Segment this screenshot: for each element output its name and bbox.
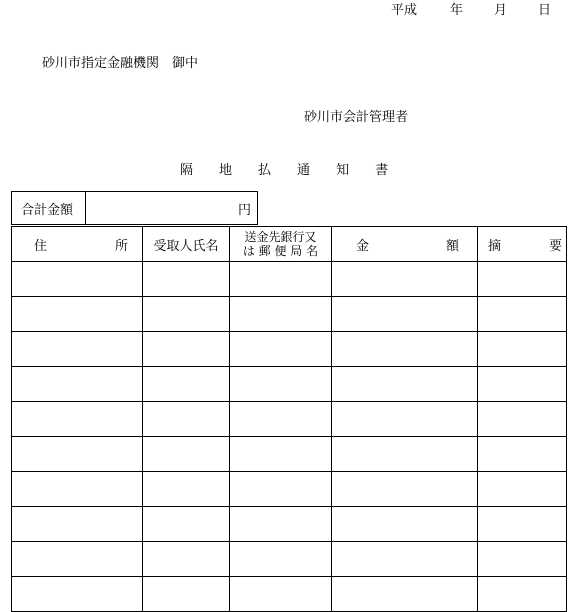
- cell-amount[interactable]: [332, 262, 478, 297]
- cell-bank[interactable]: [230, 472, 332, 507]
- cell-bank[interactable]: [230, 262, 332, 297]
- cell-recipient[interactable]: [143, 402, 230, 437]
- cell-address[interactable]: [12, 577, 143, 612]
- table-row: [12, 542, 567, 577]
- title-char: 書: [375, 163, 389, 178]
- cell-address[interactable]: [12, 402, 143, 437]
- cell-note[interactable]: [478, 402, 567, 437]
- cell-recipient[interactable]: [143, 507, 230, 542]
- cell-address[interactable]: [12, 297, 143, 332]
- cell-recipient[interactable]: [143, 472, 230, 507]
- document-title: [180, 164, 414, 177]
- header-amount: 金 額: [332, 227, 478, 262]
- cell-note[interactable]: [478, 262, 567, 297]
- total-amount-unit: 円: [237, 202, 251, 218]
- cell-address[interactable]: [12, 472, 143, 507]
- cell-note[interactable]: [478, 472, 567, 507]
- cell-address[interactable]: [12, 332, 143, 367]
- cell-address[interactable]: [12, 367, 143, 402]
- cell-address[interactable]: [12, 542, 143, 577]
- header-bank: 送金先銀行又 は 郵 便 局 名: [230, 227, 332, 262]
- title-char: 隔: [180, 163, 194, 178]
- total-amount-field[interactable]: [86, 192, 257, 224]
- cell-amount[interactable]: [332, 437, 478, 472]
- cell-amount[interactable]: [332, 402, 478, 437]
- table-row: [12, 472, 567, 507]
- cell-note[interactable]: [478, 332, 567, 367]
- cell-address[interactable]: [12, 262, 143, 297]
- table-header-row: [12, 227, 567, 262]
- cell-amount[interactable]: [332, 542, 478, 577]
- cell-note[interactable]: [478, 297, 567, 332]
- table-row: [12, 577, 567, 612]
- table-row: [12, 297, 567, 332]
- payment-table: [11, 226, 567, 612]
- cell-recipient[interactable]: [143, 262, 230, 297]
- cell-recipient[interactable]: [143, 437, 230, 472]
- cell-amount[interactable]: [332, 577, 478, 612]
- cell-note[interactable]: [478, 577, 567, 612]
- table-row: [12, 437, 567, 472]
- cell-bank[interactable]: [230, 297, 332, 332]
- date-month-label: 月: [494, 3, 508, 18]
- total-amount-box: [11, 191, 258, 225]
- table-row: [12, 402, 567, 437]
- cell-bank[interactable]: [230, 402, 332, 437]
- addressee: 砂川市指定金融機関 御中: [42, 56, 199, 71]
- table-row: [12, 367, 567, 402]
- cell-note[interactable]: [478, 542, 567, 577]
- total-amount-label: 合計金額: [12, 192, 86, 224]
- cell-bank[interactable]: [230, 507, 332, 542]
- date-day-label: 日: [538, 3, 552, 18]
- title-char: 通: [297, 163, 311, 178]
- table-row: [12, 332, 567, 367]
- cell-amount[interactable]: [332, 367, 478, 402]
- header-address: 住 所: [12, 227, 143, 262]
- cell-amount[interactable]: [332, 297, 478, 332]
- cell-recipient[interactable]: [143, 577, 230, 612]
- title-char: 払: [258, 163, 272, 178]
- header-recipient: 受取人氏名: [143, 227, 230, 262]
- cell-bank[interactable]: [230, 332, 332, 367]
- cell-recipient[interactable]: [143, 297, 230, 332]
- header-note: 摘 要: [478, 227, 567, 262]
- cell-bank[interactable]: [230, 542, 332, 577]
- cell-recipient[interactable]: [143, 367, 230, 402]
- cell-recipient[interactable]: [143, 542, 230, 577]
- table-row: [12, 262, 567, 297]
- cell-address[interactable]: [12, 507, 143, 542]
- title-char: 地: [219, 163, 233, 178]
- cell-note[interactable]: [478, 437, 567, 472]
- date-year-label: 年: [450, 3, 464, 18]
- table-row: [12, 507, 567, 542]
- cell-recipient[interactable]: [143, 332, 230, 367]
- cell-amount[interactable]: [332, 472, 478, 507]
- cell-note[interactable]: [478, 507, 567, 542]
- sender: 砂川市会計管理者: [304, 110, 409, 125]
- cell-note[interactable]: [478, 367, 567, 402]
- cell-bank[interactable]: [230, 437, 332, 472]
- cell-bank[interactable]: [230, 577, 332, 612]
- cell-amount[interactable]: [332, 332, 478, 367]
- cell-address[interactable]: [12, 437, 143, 472]
- date-era: 平成: [391, 3, 418, 18]
- cell-amount[interactable]: [332, 507, 478, 542]
- cell-bank[interactable]: [230, 367, 332, 402]
- title-char: 知: [336, 163, 350, 178]
